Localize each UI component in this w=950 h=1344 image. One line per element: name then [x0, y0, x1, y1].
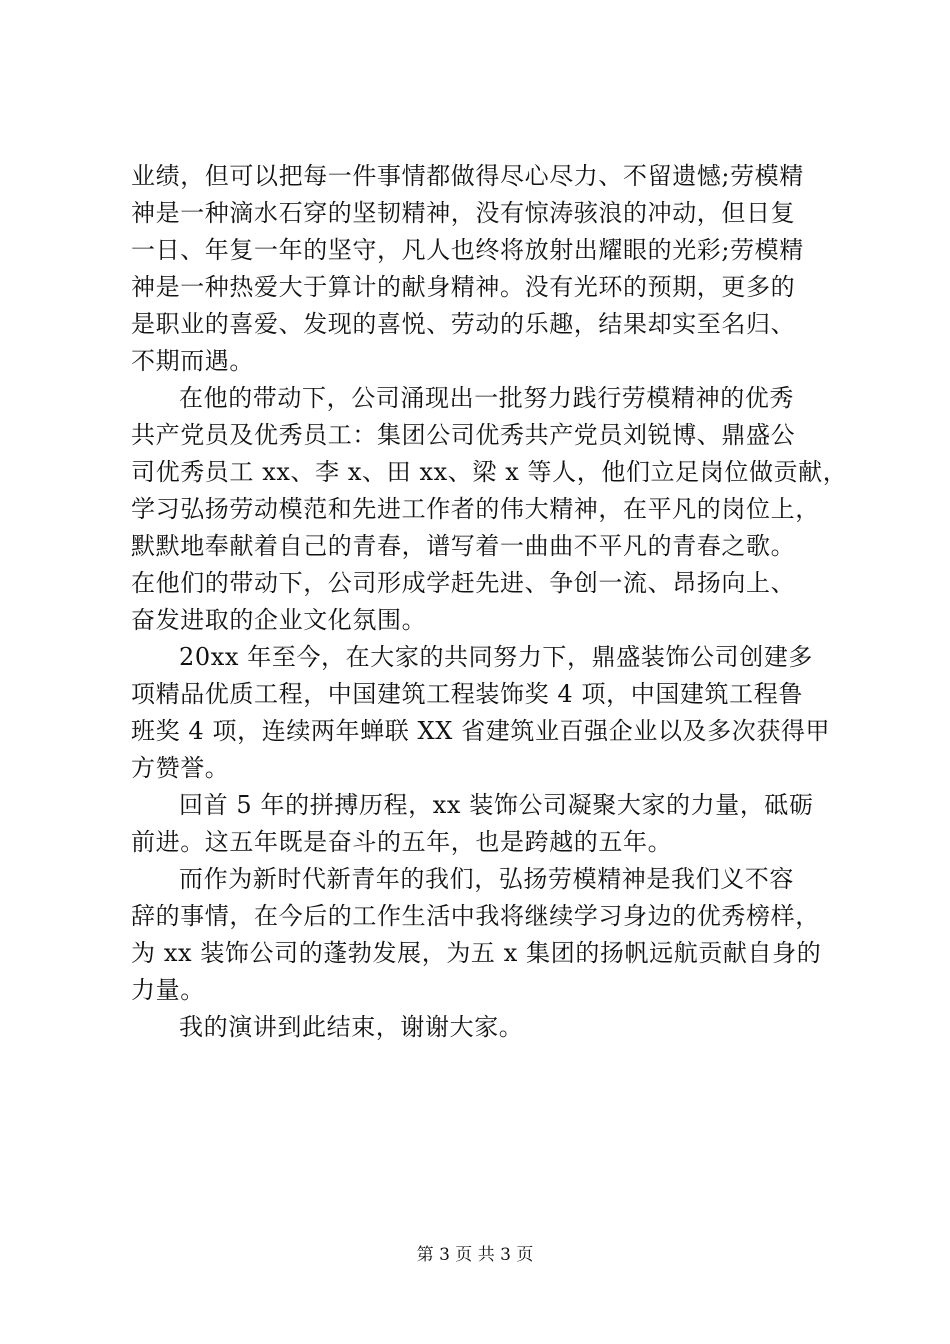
text-line: 在他们的带动下，公司形成学赶先进、争创一流、昂扬向上、 — [131, 569, 796, 597]
text-line: 共产党员及优秀员工：集团公司优秀共产党员刘锐博、鼎盛公 — [131, 421, 796, 449]
text-line: 前进。这五年既是奋斗的五年，也是跨越的五年。 — [131, 828, 673, 856]
text-line: 神是一种热爱大于算计的献身精神。没有光环的预期，更多的 — [131, 273, 796, 301]
text-line: 业绩，但可以把每一件事情都做得尽心尽力、不留遗憾;劳模精 — [131, 162, 804, 190]
page-footer: 第 3 页 共 3 页 — [416, 1245, 534, 1265]
text-line: 司优秀员工 xx、李 x、田 xx、梁 x 等人，他们立足岗位做贡献， — [131, 458, 848, 486]
text-line: 班奖 4 项，连续两年蝉联 XX 省建筑业百强企业以及多次获得甲 — [131, 717, 831, 745]
text-line: 奋发进取的企业文化氛围。 — [131, 606, 427, 634]
document-body — [131, 158, 848, 1046]
text-line: 学习弘扬劳动模范和先进工作者的伟大精神，在平凡的岗位上， — [131, 495, 820, 523]
text-line: 不期而遇。 — [131, 347, 254, 375]
text-line: 在他的带动下，公司涌现出一批努力践行劳模精神的优秀 — [179, 384, 794, 412]
text-line: 我的演讲到此结束，谢谢大家。 — [179, 1013, 524, 1041]
text-line: 20xx 年至今，在大家的共同努力下，鼎盛装饰公司创建多 — [179, 643, 814, 671]
text-line: 辞的事情，在今后的工作生活中我将继续学习身边的优秀榜样， — [131, 902, 820, 930]
text-line: 方赞誉。 — [131, 754, 230, 782]
text-line: 项精品优质工程，中国建筑工程装饰奖 4 项，中国建筑工程鲁 — [131, 680, 803, 708]
text-line: 为 xx 装饰公司的蓬勃发展，为五 x 集团的扬帆远航贡献自身的 — [131, 939, 822, 967]
text-line: 回首 5 年的拼搏历程，xx 装饰公司凝聚大家的力量，砥砺 — [179, 791, 814, 819]
text-line: 神是一种滴水石穿的坚韧精神，没有惊涛骇浪的冲动，但日复 — [131, 199, 796, 227]
text-line: 默默地奉献着自己的青春，谱写着一曲曲不平凡的青春之歌。 — [131, 532, 796, 560]
text-line: 是职业的喜爱、发现的喜悦、劳动的乐趣，结果却实至名归、 — [131, 310, 796, 338]
text-line: 而作为新时代新青年的我们，弘扬劳模精神是我们义不容 — [179, 865, 794, 893]
text-line: 一日、年复一年的坚守，凡人也终将放射出耀眼的光彩;劳模精 — [131, 236, 804, 264]
text-line: 力量。 — [131, 976, 205, 1004]
